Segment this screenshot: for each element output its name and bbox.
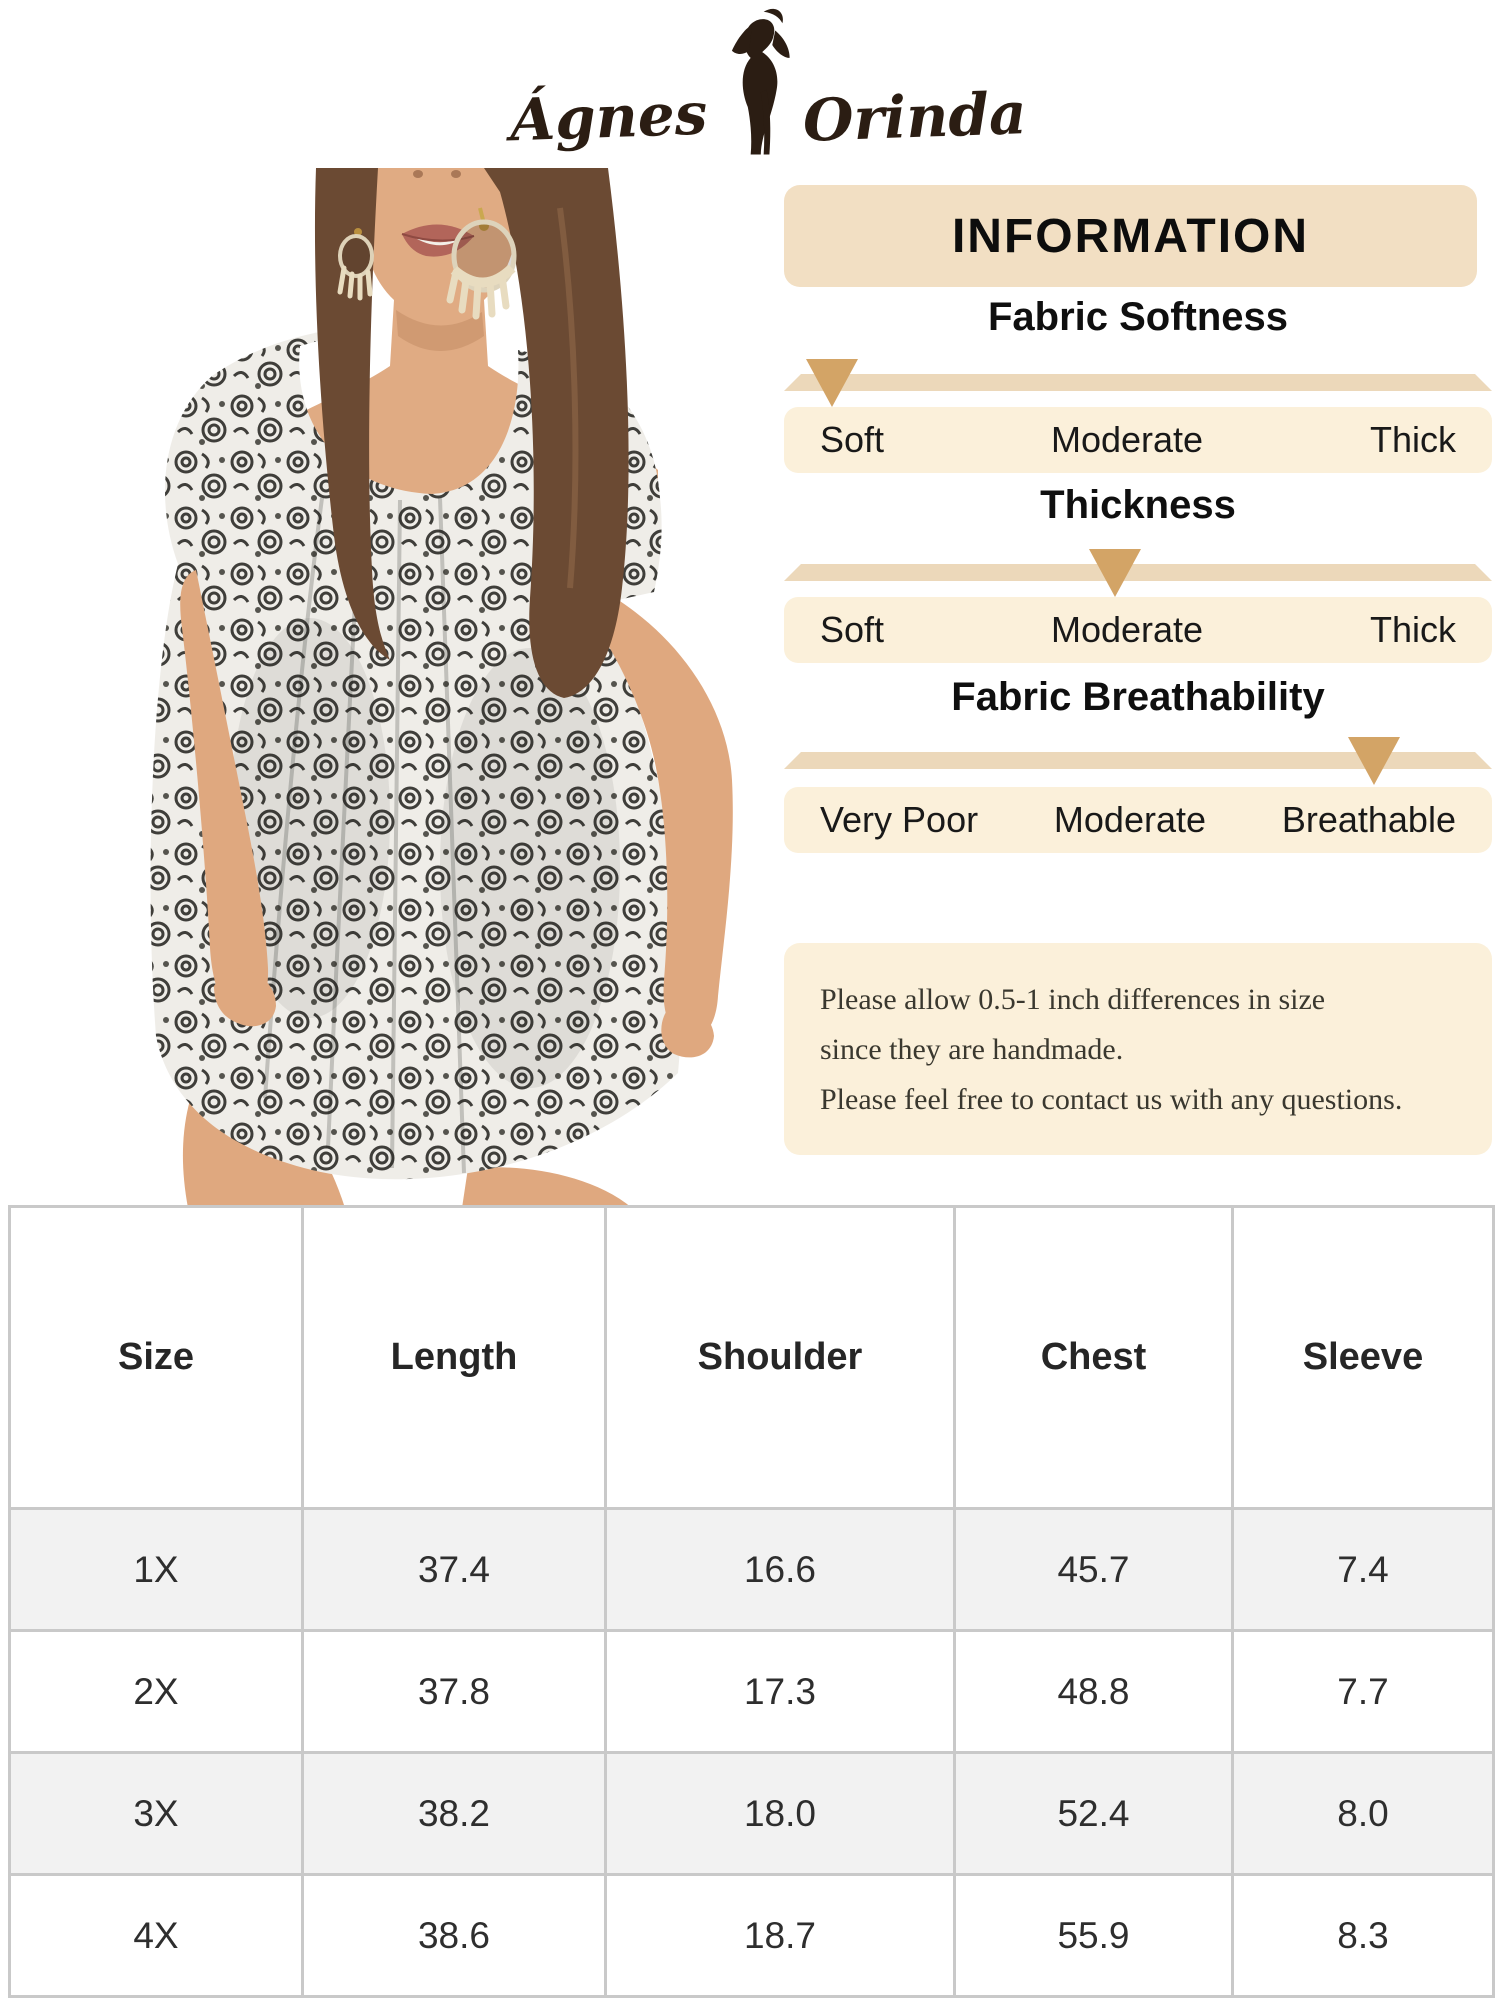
- table-row-2x: [10, 1631, 1494, 1753]
- cell-shoulder: 18.0: [606, 1753, 955, 1875]
- note-box: [784, 943, 1492, 1155]
- size-table: [8, 1205, 1495, 1998]
- model-right-leg: [462, 1167, 632, 1208]
- size-table-header-row: [10, 1207, 1494, 1509]
- softness-label-high: Thick: [1369, 419, 1456, 460]
- softness-indicator-arrow-icon: [806, 359, 858, 407]
- cell-sleeve: 7.4: [1233, 1509, 1494, 1631]
- thickness-label-high: Thick: [1369, 609, 1456, 650]
- softness-heading: Fabric Softness: [987, 295, 1289, 339]
- thickness-label-low: Soft: [820, 609, 885, 650]
- cell-length: 38.2: [303, 1753, 606, 1875]
- softness-scale: [784, 359, 1492, 411]
- thickness-indicator-arrow-icon: [1089, 549, 1141, 597]
- cell-chest: 48.8: [955, 1631, 1233, 1753]
- breathability-labels: [784, 787, 1492, 853]
- thickness-scale: [784, 549, 1492, 601]
- table-row-1x: [10, 1509, 1494, 1631]
- cell-shoulder: 17.3: [606, 1631, 955, 1753]
- cell-sleeve: 8.3: [1233, 1875, 1494, 1997]
- cell-size: 4X: [10, 1875, 303, 1997]
- woman-silhouette-icon: [711, 6, 799, 156]
- thickness-label-mid: Moderate: [1050, 609, 1204, 650]
- softness-labels: [784, 407, 1492, 473]
- model-illustration: [60, 168, 780, 1208]
- cell-length: 37.8: [303, 1631, 606, 1753]
- cell-chest: 52.4: [955, 1753, 1233, 1875]
- cell-length: 37.4: [303, 1509, 606, 1631]
- cell-shoulder: 18.7: [606, 1875, 955, 1997]
- softness-label-mid: Moderate: [1050, 419, 1204, 460]
- table-row-3x: [10, 1753, 1494, 1875]
- information-title: INFORMATION: [951, 209, 1310, 263]
- cell-chest: 55.9: [955, 1875, 1233, 1997]
- cell-length: 38.6: [303, 1875, 606, 1997]
- column-header-length: Length: [303, 1207, 606, 1509]
- note-line: Please allow 0.5-1 inch differences in size: [820, 983, 1326, 1016]
- cell-shoulder: 16.6: [606, 1509, 955, 1631]
- column-header-sleeve: Sleeve: [1233, 1207, 1494, 1509]
- breathability-label-high: Breathable: [1281, 799, 1456, 840]
- softness-scale-bar: [784, 374, 1492, 391]
- column-header-chest: Chest: [955, 1207, 1233, 1509]
- brand-name-left: Ágnes: [508, 79, 709, 155]
- cell-chest: 45.7: [955, 1509, 1233, 1631]
- cell-sleeve: 8.0: [1233, 1753, 1494, 1875]
- cell-size: 3X: [10, 1753, 303, 1875]
- thickness-heading: Thickness: [1040, 483, 1236, 527]
- cell-size: 2X: [10, 1631, 303, 1753]
- breathability-indicator-arrow-icon: [1348, 737, 1400, 785]
- column-header-shoulder: Shoulder: [606, 1207, 955, 1509]
- cell-size: 1X: [10, 1509, 303, 1631]
- breathability-label-mid: Moderate: [1053, 799, 1207, 840]
- breathability-heading: Fabric Breathability: [951, 675, 1325, 719]
- column-header-size: Size: [10, 1207, 303, 1509]
- table-row-4x: [10, 1875, 1494, 1997]
- information-panel: [784, 185, 1492, 1190]
- brand-logo: [508, 4, 1028, 156]
- softness-label-low: Soft: [820, 419, 885, 460]
- breathability-scale: [784, 737, 1492, 789]
- cell-sleeve: 7.7: [1233, 1631, 1494, 1753]
- information-header: [784, 185, 1477, 287]
- model-photo: [60, 168, 780, 1208]
- breathability-label-low: Very Poor: [820, 799, 979, 840]
- brand-name-right: Orinda: [801, 79, 1028, 155]
- note-line: Please feel free to contact us with any questions.: [820, 1083, 1403, 1116]
- note-line: since they are handmade.: [820, 1033, 1124, 1066]
- thickness-labels: [784, 597, 1492, 663]
